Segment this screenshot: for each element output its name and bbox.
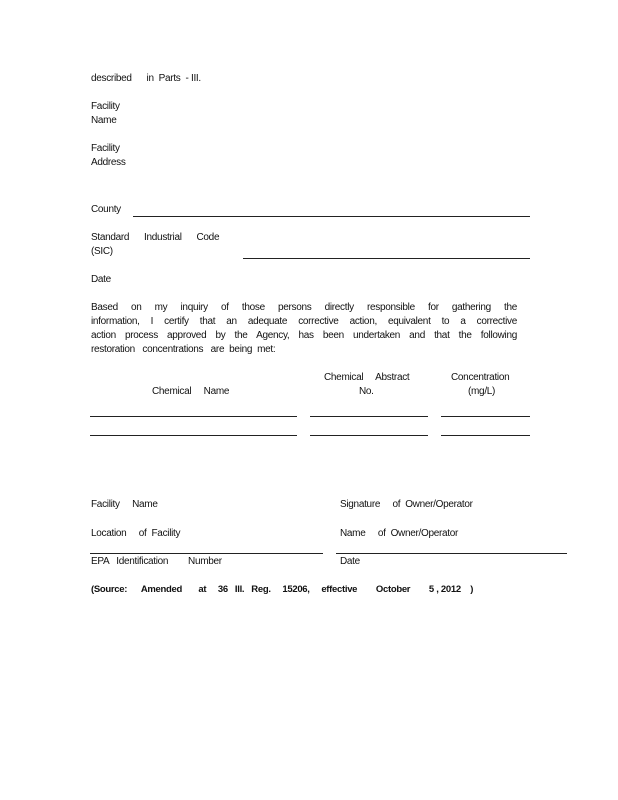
cas-number-header-line1: Chemical Abstract <box>324 372 410 383</box>
facility-name-label-line1: Facility <box>91 101 120 112</box>
location-label: Location of Facility <box>91 528 181 539</box>
epa-id-label: EPA Identification Number <box>91 556 222 567</box>
facility-name-signature-label: Facility Name <box>91 499 158 510</box>
sic-field[interactable] <box>243 258 530 259</box>
certification-line-1: Based on my inquiry of those persons directly responsible for gathering the <box>91 302 517 313</box>
signature-label: Signature of Owner/Operator <box>340 499 473 510</box>
source-note: (Source: Amended at 36 Ill. Reg. 15206, effective October 5 , 2012 ) <box>91 584 474 595</box>
certification-line-3: action process approved by the Agency, has been undertaken and that the following <box>91 330 517 341</box>
concentration-header-line2: (mg/L) <box>468 386 496 397</box>
intro-text: described in Parts - III. <box>91 73 201 84</box>
sic-label-line2: (SIC) <box>91 246 113 257</box>
cas-number-header-line2: No. <box>359 386 374 397</box>
county-field[interactable] <box>133 216 530 217</box>
county-label: County <box>91 204 121 215</box>
cas-number-field-2[interactable] <box>310 435 428 436</box>
certification-line-4: restoration concentrations are being met: <box>91 344 276 355</box>
date-label: Date <box>91 274 111 285</box>
chemical-name-field-2[interactable] <box>90 435 297 436</box>
concentration-header-line1: Concentration <box>451 372 510 383</box>
concentration-field-2[interactable] <box>441 435 530 436</box>
chemical-name-header: Chemical Name <box>152 386 230 397</box>
cas-number-field-1[interactable] <box>310 416 428 417</box>
location-field[interactable] <box>90 553 323 554</box>
owner-name-label: Name of Owner/Operator <box>340 528 459 539</box>
sic-label-line1: Standard Industrial Code <box>91 232 220 243</box>
concentration-field-1[interactable] <box>441 416 530 417</box>
certification-line-2: information, I certify that an adequate corrective action, equivalent to a corrective <box>91 316 517 327</box>
facility-name-label-line2: Name <box>91 115 117 126</box>
facility-address-label-line1: Facility <box>91 143 120 154</box>
chemical-name-field-1[interactable] <box>90 416 297 417</box>
owner-name-field[interactable] <box>336 553 567 554</box>
signature-date-label: Date <box>340 556 360 567</box>
facility-address-label-line2: Address <box>91 157 126 168</box>
